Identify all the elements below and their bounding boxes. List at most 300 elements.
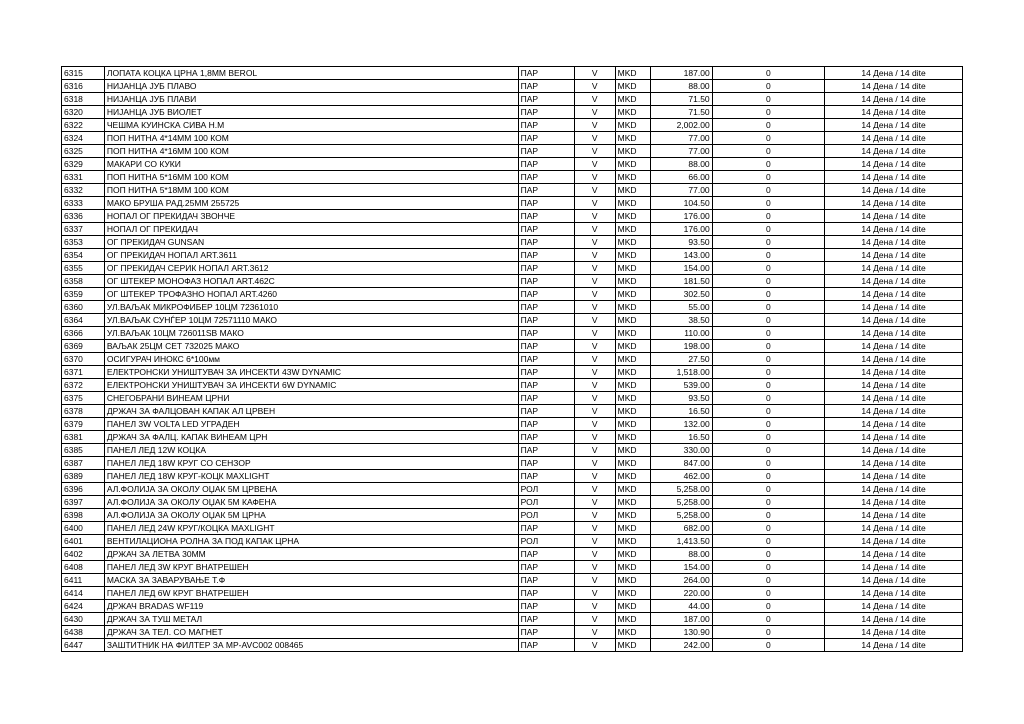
table-row	[62, 262, 963, 275]
quantity-cell: 0	[712, 301, 824, 314]
price-cell: 176.00	[651, 223, 712, 236]
item-code-cell: 6318	[62, 93, 105, 106]
quantity-cell: 0	[712, 379, 824, 392]
unit-cell: ПАР	[518, 171, 574, 184]
table-row	[62, 639, 963, 652]
quantity-cell: 0	[712, 548, 824, 561]
term-cell: 14 Дена / 14 dite	[825, 197, 963, 210]
table-row	[62, 249, 963, 262]
term-cell: 14 Дена / 14 dite	[825, 67, 963, 80]
unit-cell: ПАР	[518, 431, 574, 444]
term-cell: 14 Дена / 14 dite	[825, 93, 963, 106]
term-cell: 14 Дена / 14 dite	[825, 262, 963, 275]
v-cell: V	[574, 587, 615, 600]
item-name-cell: ПАНЕЛ ЛЕД 24W КРУГ/КОЦКА MAXLIGHT	[104, 522, 518, 535]
table-row	[62, 184, 963, 197]
item-name-cell: ОГ ПРЕКИДАЧ СЕРИК НОПАЛ ART.3612	[104, 262, 518, 275]
item-name-cell: ОГ ШТЕКЕР ТРОФАЗНО НОПАЛ ART.4260	[104, 288, 518, 301]
item-code-cell: 6400	[62, 522, 105, 535]
term-cell: 14 Дена / 14 dite	[825, 535, 963, 548]
item-code-cell: 6355	[62, 262, 105, 275]
item-name-cell: ОСИГУРАЧ ИНОКС 6*100мм	[104, 353, 518, 366]
table-row	[62, 236, 963, 249]
quantity-cell: 0	[712, 496, 824, 509]
table-row	[62, 470, 963, 483]
item-code-cell: 6375	[62, 392, 105, 405]
unit-cell: ПАР	[518, 80, 574, 93]
table-row	[62, 197, 963, 210]
price-cell: 264.00	[651, 574, 712, 587]
table-row	[62, 379, 963, 392]
quantity-cell: 0	[712, 158, 824, 171]
item-name-cell: ДРЖАЧ ЗА ЛЕТВА 30ММ	[104, 548, 518, 561]
table-row	[62, 431, 963, 444]
price-cell: 682.00	[651, 522, 712, 535]
price-cell: 143.00	[651, 249, 712, 262]
table-row	[62, 223, 963, 236]
quantity-cell: 0	[712, 600, 824, 613]
term-cell: 14 Дена / 14 dite	[825, 418, 963, 431]
term-cell: 14 Дена / 14 dite	[825, 522, 963, 535]
item-code-cell: 6320	[62, 106, 105, 119]
quantity-cell: 0	[712, 613, 824, 626]
unit-cell: ПАР	[518, 197, 574, 210]
unit-cell: ПАР	[518, 574, 574, 587]
term-cell: 14 Дена / 14 dite	[825, 379, 963, 392]
item-name-cell: ПОП НИТНА 4*14ММ 100 КОМ	[104, 132, 518, 145]
price-cell: 198.00	[651, 340, 712, 353]
term-cell: 14 Дена / 14 dite	[825, 587, 963, 600]
item-code-cell: 6430	[62, 613, 105, 626]
quantity-cell: 0	[712, 184, 824, 197]
item-code-cell: 6447	[62, 639, 105, 652]
term-cell: 14 Дена / 14 dite	[825, 613, 963, 626]
price-cell: 176.00	[651, 210, 712, 223]
price-cell: 88.00	[651, 548, 712, 561]
quantity-cell: 0	[712, 457, 824, 470]
price-cell: 16.50	[651, 431, 712, 444]
unit-cell: ПАР	[518, 548, 574, 561]
currency-cell: MKD	[615, 236, 651, 249]
table-row	[62, 561, 963, 574]
table-row	[62, 158, 963, 171]
currency-cell: MKD	[615, 626, 651, 639]
item-name-cell: ЗАШТИТНИК НА ФИЛТЕР ЗА MP-AVC002 008465	[104, 639, 518, 652]
price-cell: 847.00	[651, 457, 712, 470]
term-cell: 14 Дена / 14 dite	[825, 509, 963, 522]
price-cell: 44.00	[651, 600, 712, 613]
price-cell: 55.00	[651, 301, 712, 314]
currency-cell: MKD	[615, 288, 651, 301]
table-row	[62, 132, 963, 145]
table-row	[62, 106, 963, 119]
unit-cell: РОЛ	[518, 496, 574, 509]
price-cell: 220.00	[651, 587, 712, 600]
item-code-cell: 6325	[62, 145, 105, 158]
term-cell: 14 Дена / 14 dite	[825, 405, 963, 418]
v-cell: V	[574, 470, 615, 483]
currency-cell: MKD	[615, 587, 651, 600]
item-name-cell: ДРЖАЧ ЗА ФАЛЦОВАН КАПАК АЛ ЦРВЕН	[104, 405, 518, 418]
term-cell: 14 Дена / 14 dite	[825, 210, 963, 223]
item-name-cell: ОГ ШТЕКЕР МОНОФАЗ НОПАЛ ART.462C	[104, 275, 518, 288]
term-cell: 14 Дена / 14 dite	[825, 236, 963, 249]
v-cell: V	[574, 184, 615, 197]
quantity-cell: 0	[712, 470, 824, 483]
item-name-cell: ПАНЕЛ ЛЕД 12W КОЦКА	[104, 444, 518, 457]
v-cell: V	[574, 639, 615, 652]
table-row	[62, 522, 963, 535]
term-cell: 14 Дена / 14 dite	[825, 639, 963, 652]
table-row	[62, 67, 963, 80]
v-cell: V	[574, 613, 615, 626]
term-cell: 14 Дена / 14 dite	[825, 626, 963, 639]
term-cell: 14 Дена / 14 dite	[825, 470, 963, 483]
item-name-cell: ДРЖАЧ ЗА ТЕЛ. СО МАГНЕТ	[104, 626, 518, 639]
item-name-cell: УЛ.ВАЉАК СУНЃЕР 10ЦМ 72571110 МАКО	[104, 314, 518, 327]
currency-cell: MKD	[615, 535, 651, 548]
table-row	[62, 301, 963, 314]
currency-cell: MKD	[615, 470, 651, 483]
item-code-cell: 6381	[62, 431, 105, 444]
unit-cell: ПАР	[518, 444, 574, 457]
quantity-cell: 0	[712, 210, 824, 223]
unit-cell: ПАР	[518, 236, 574, 249]
currency-cell: MKD	[615, 275, 651, 288]
v-cell: V	[574, 340, 615, 353]
currency-cell: MKD	[615, 353, 651, 366]
item-code-cell: 6370	[62, 353, 105, 366]
table-row	[62, 314, 963, 327]
term-cell: 14 Дена / 14 dite	[825, 158, 963, 171]
item-code-cell: 6369	[62, 340, 105, 353]
v-cell: V	[574, 496, 615, 509]
price-cell: 27.50	[651, 353, 712, 366]
v-cell: V	[574, 483, 615, 496]
currency-cell: MKD	[615, 132, 651, 145]
term-cell: 14 Дена / 14 dite	[825, 301, 963, 314]
v-cell: V	[574, 379, 615, 392]
table-row	[62, 145, 963, 158]
term-cell: 14 Дена / 14 dite	[825, 600, 963, 613]
currency-cell: MKD	[615, 548, 651, 561]
price-cell: 16.50	[651, 405, 712, 418]
term-cell: 14 Дена / 14 dite	[825, 119, 963, 132]
v-cell: V	[574, 574, 615, 587]
item-code-cell: 6353	[62, 236, 105, 249]
term-cell: 14 Дена / 14 dite	[825, 249, 963, 262]
quantity-cell: 0	[712, 197, 824, 210]
v-cell: V	[574, 106, 615, 119]
unit-cell: ПАР	[518, 158, 574, 171]
table-row	[62, 574, 963, 587]
term-cell: 14 Дена / 14 dite	[825, 457, 963, 470]
table-row	[62, 496, 963, 509]
price-cell: 539.00	[651, 379, 712, 392]
item-name-cell: ПОП НИТНА 5*16ММ 100 КОМ	[104, 171, 518, 184]
quantity-cell: 0	[712, 262, 824, 275]
item-name-cell: ДРЖАЧ ЗА ТУШ МЕТАЛ	[104, 613, 518, 626]
v-cell: V	[574, 223, 615, 236]
v-cell: V	[574, 522, 615, 535]
item-name-cell: АЛ.ФОЛИЈА ЗА ОКОЛУ ОЏАК 5М ЦРВЕНА	[104, 483, 518, 496]
v-cell: V	[574, 535, 615, 548]
unit-cell: ПАР	[518, 470, 574, 483]
currency-cell: MKD	[615, 418, 651, 431]
price-cell: 181.50	[651, 275, 712, 288]
table-row	[62, 600, 963, 613]
price-cell: 104.50	[651, 197, 712, 210]
currency-cell: MKD	[615, 184, 651, 197]
currency-cell: MKD	[615, 80, 651, 93]
item-code-cell: 6438	[62, 626, 105, 639]
item-name-cell: НИЈАНЦА ЈУБ ПЛАВО	[104, 80, 518, 93]
quantity-cell: 0	[712, 418, 824, 431]
quantity-cell: 0	[712, 340, 824, 353]
item-code-cell: 6333	[62, 197, 105, 210]
v-cell: V	[574, 80, 615, 93]
unit-cell: ПАР	[518, 67, 574, 80]
unit-cell: ПАР	[518, 418, 574, 431]
term-cell: 14 Дена / 14 dite	[825, 431, 963, 444]
item-code-cell: 6359	[62, 288, 105, 301]
v-cell: V	[574, 366, 615, 379]
term-cell: 14 Дена / 14 dite	[825, 574, 963, 587]
item-code-cell: 6378	[62, 405, 105, 418]
v-cell: V	[574, 314, 615, 327]
term-cell: 14 Дена / 14 dite	[825, 288, 963, 301]
price-cell: 5,258.00	[651, 509, 712, 522]
quantity-cell: 0	[712, 561, 824, 574]
price-cell: 1,413.50	[651, 535, 712, 548]
price-cell: 462.00	[651, 470, 712, 483]
currency-cell: MKD	[615, 379, 651, 392]
table-row	[62, 587, 963, 600]
table-row	[62, 275, 963, 288]
quantity-cell: 0	[712, 366, 824, 379]
v-cell: V	[574, 418, 615, 431]
price-cell: 2,002.00	[651, 119, 712, 132]
price-table	[61, 66, 963, 652]
price-cell: 302.50	[651, 288, 712, 301]
table-row	[62, 626, 963, 639]
v-cell: V	[574, 431, 615, 444]
price-cell: 110.00	[651, 327, 712, 340]
item-code-cell: 6354	[62, 249, 105, 262]
term-cell: 14 Дена / 14 dite	[825, 496, 963, 509]
item-code-cell: 6360	[62, 301, 105, 314]
item-name-cell: ЧЕШМА КУИНСКА СИВА Н.М	[104, 119, 518, 132]
table-row	[62, 119, 963, 132]
unit-cell: ПАР	[518, 613, 574, 626]
currency-cell: MKD	[615, 119, 651, 132]
table-row	[62, 171, 963, 184]
currency-cell: MKD	[615, 639, 651, 652]
price-cell: 132.00	[651, 418, 712, 431]
item-code-cell: 6358	[62, 275, 105, 288]
unit-cell: ПАР	[518, 275, 574, 288]
quantity-cell: 0	[712, 67, 824, 80]
unit-cell: ПАР	[518, 353, 574, 366]
unit-cell: ПАР	[518, 405, 574, 418]
item-code-cell: 6331	[62, 171, 105, 184]
item-code-cell: 6336	[62, 210, 105, 223]
v-cell: V	[574, 158, 615, 171]
item-code-cell: 6414	[62, 587, 105, 600]
item-name-cell: ПАНЕЛ ЛЕД 6W КРУГ ВНАТРЕШЕН	[104, 587, 518, 600]
term-cell: 14 Дена / 14 dite	[825, 340, 963, 353]
price-cell: 88.00	[651, 158, 712, 171]
price-cell: 71.50	[651, 93, 712, 106]
quantity-cell: 0	[712, 132, 824, 145]
item-name-cell: НОПАЛ ОГ ПРЕКИДАЧ ЗВОНЧЕ	[104, 210, 518, 223]
unit-cell: ПАР	[518, 132, 574, 145]
table-row	[62, 405, 963, 418]
table-row	[62, 210, 963, 223]
unit-cell: ПАР	[518, 522, 574, 535]
currency-cell: MKD	[615, 483, 651, 496]
item-code-cell: 6397	[62, 496, 105, 509]
currency-cell: MKD	[615, 613, 651, 626]
item-name-cell: ДРЖАЧ BRADAS WF119	[104, 600, 518, 613]
table-row	[62, 418, 963, 431]
table-row	[62, 457, 963, 470]
price-cell: 154.00	[651, 561, 712, 574]
item-name-cell: ЕЛЕКТРОНСКИ УНИШТУВАЧ ЗА ИНСЕКТИ 43W DYNAMIC	[104, 366, 518, 379]
item-code-cell: 6398	[62, 509, 105, 522]
v-cell: V	[574, 210, 615, 223]
price-cell: 71.50	[651, 106, 712, 119]
currency-cell: MKD	[615, 223, 651, 236]
item-name-cell: ПАНЕЛ ЛЕД 3W КРУГ ВНАТРЕШЕН	[104, 561, 518, 574]
item-name-cell: МАСКА ЗА ЗАВАРУВАЊЕ Т.Ф	[104, 574, 518, 587]
unit-cell: ПАР	[518, 184, 574, 197]
table-row	[62, 535, 963, 548]
v-cell: V	[574, 353, 615, 366]
quantity-cell: 0	[712, 223, 824, 236]
quantity-cell: 0	[712, 327, 824, 340]
currency-cell: MKD	[615, 600, 651, 613]
currency-cell: MKD	[615, 158, 651, 171]
currency-cell: MKD	[615, 509, 651, 522]
v-cell: V	[574, 119, 615, 132]
v-cell: V	[574, 405, 615, 418]
table-row	[62, 613, 963, 626]
price-cell: 66.00	[651, 171, 712, 184]
term-cell: 14 Дена / 14 dite	[825, 548, 963, 561]
price-cell: 5,258.00	[651, 483, 712, 496]
quantity-cell: 0	[712, 249, 824, 262]
price-cell: 242.00	[651, 639, 712, 652]
v-cell: V	[574, 392, 615, 405]
unit-cell: ПАР	[518, 366, 574, 379]
unit-cell: ПАР	[518, 288, 574, 301]
price-cell: 187.00	[651, 613, 712, 626]
item-name-cell: ВАЉАК 25ЦМ СЕТ 732025 МАКО	[104, 340, 518, 353]
item-code-cell: 6402	[62, 548, 105, 561]
v-cell: V	[574, 561, 615, 574]
item-code-cell: 6385	[62, 444, 105, 457]
price-table-body	[62, 67, 963, 652]
unit-cell: ПАР	[518, 314, 574, 327]
unit-cell: ПАР	[518, 600, 574, 613]
item-name-cell: АЛ.ФОЛИЈА ЗА ОКОЛУ ОЏАК 5М ЦРНА	[104, 509, 518, 522]
v-cell: V	[574, 171, 615, 184]
currency-cell: MKD	[615, 405, 651, 418]
term-cell: 14 Дена / 14 dite	[825, 275, 963, 288]
item-name-cell: ВЕНТИЛАЦИОНА РОЛНА ЗА ПОД КАПАК ЦРНА	[104, 535, 518, 548]
currency-cell: MKD	[615, 366, 651, 379]
currency-cell: MKD	[615, 522, 651, 535]
item-name-cell: НИЈАНЦА ЈУБ ВИОЛЕТ	[104, 106, 518, 119]
table-row	[62, 483, 963, 496]
v-cell: V	[574, 288, 615, 301]
item-name-cell: ОГ ПРЕКИДАЧ GUNSAN	[104, 236, 518, 249]
quantity-cell: 0	[712, 353, 824, 366]
v-cell: V	[574, 301, 615, 314]
table-row	[62, 548, 963, 561]
term-cell: 14 Дена / 14 dite	[825, 444, 963, 457]
quantity-cell: 0	[712, 431, 824, 444]
price-cell: 77.00	[651, 184, 712, 197]
unit-cell: РОЛ	[518, 483, 574, 496]
currency-cell: MKD	[615, 145, 651, 158]
table-row	[62, 444, 963, 457]
item-code-cell: 6372	[62, 379, 105, 392]
quantity-cell: 0	[712, 145, 824, 158]
quantity-cell: 0	[712, 236, 824, 249]
quantity-cell: 0	[712, 522, 824, 535]
unit-cell: ПАР	[518, 340, 574, 353]
v-cell: V	[574, 457, 615, 470]
item-name-cell: ПАНЕЛ ЛЕД 18W КРУГ-КОЦК MAXLIGHT	[104, 470, 518, 483]
v-cell: V	[574, 262, 615, 275]
unit-cell: ПАР	[518, 119, 574, 132]
unit-cell: ПАР	[518, 210, 574, 223]
term-cell: 14 Дена / 14 dite	[825, 327, 963, 340]
quantity-cell: 0	[712, 626, 824, 639]
v-cell: V	[574, 197, 615, 210]
item-name-cell: ДРЖАЧ ЗА ФАЛЦ. КАПАК ВИНЕАМ ЦРН	[104, 431, 518, 444]
table-row	[62, 80, 963, 93]
quantity-cell: 0	[712, 275, 824, 288]
unit-cell: ПАР	[518, 379, 574, 392]
quantity-cell: 0	[712, 392, 824, 405]
table-row	[62, 392, 963, 405]
quantity-cell: 0	[712, 288, 824, 301]
v-cell: V	[574, 509, 615, 522]
item-name-cell: ПОП НИТНА 5*18ММ 100 КОМ	[104, 184, 518, 197]
table-row	[62, 327, 963, 340]
price-cell: 93.50	[651, 392, 712, 405]
currency-cell: MKD	[615, 197, 651, 210]
currency-cell: MKD	[615, 457, 651, 470]
item-code-cell: 6322	[62, 119, 105, 132]
price-cell: 5,258.00	[651, 496, 712, 509]
currency-cell: MKD	[615, 106, 651, 119]
item-code-cell: 6366	[62, 327, 105, 340]
quantity-cell: 0	[712, 509, 824, 522]
unit-cell: РОЛ	[518, 509, 574, 522]
price-cell: 88.00	[651, 80, 712, 93]
currency-cell: MKD	[615, 67, 651, 80]
currency-cell: MKD	[615, 301, 651, 314]
item-name-cell: УЛ.ВАЉАК 10ЦМ 726011SB МАКО	[104, 327, 518, 340]
v-cell: V	[574, 548, 615, 561]
item-name-cell: НИЈАНЦА ЈУБ ПЛАВИ	[104, 93, 518, 106]
currency-cell: MKD	[615, 574, 651, 587]
quantity-cell: 0	[712, 119, 824, 132]
